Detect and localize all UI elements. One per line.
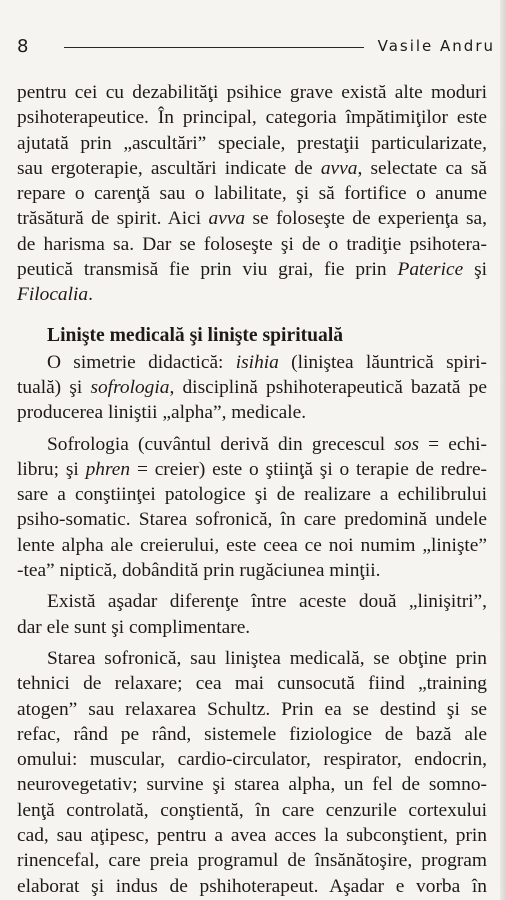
text-line: pentru cei cu dezabilităţi psihice grave există alte moduri (17, 82, 487, 103)
text-line: cad, sau aţipesc, pentru a avea acces la subconştient, prin (17, 825, 487, 847)
text-line (17, 156, 487, 181)
text-line (17, 432, 487, 457)
text-line: lenţă controlată, conştientă, în care cenzurile cortexului (17, 799, 487, 821)
text-line (17, 206, 487, 231)
italic-term: Filocalia (17, 284, 89, 306)
text-line: psihoterapeutice. În principal, categoria împătimiţilor este (17, 107, 487, 129)
text-segment: se foloseşte de experienţa sa, (245, 208, 487, 230)
text-segment: . (88, 284, 93, 306)
section-heading: Linişte medicală şi linişte spirituală (47, 324, 344, 346)
text-line: dar ele sunt şi complimentare. (17, 616, 251, 638)
text-segment: tuală) şi (17, 376, 91, 398)
text-line: sare a conştiinţei patologice şi de realizare a echilibrului (17, 484, 487, 506)
italic-term: sofrologia (90, 376, 170, 398)
text-segment: , selectate ca să (357, 157, 487, 179)
text-line (17, 375, 487, 400)
text-segment: = creier) este o ştiinţă şi o terapie de redre- (130, 458, 488, 480)
page-edge-shadow (500, 0, 506, 900)
body-text (17, 80, 487, 899)
text-line: elaborat şi indus de pshihoterapeut. Aşadar e vorba în (17, 875, 487, 897)
text-line: ajutată prin „ascultări” speciale, prestaţii particularizate, (17, 132, 487, 154)
text-segment: peutică transmisă fie prin viu grai, fie prin (17, 259, 398, 281)
text-line: Există aşadar diferenţe între aceste două „linişitri”, (47, 591, 487, 613)
text-line: refac, rând pe rând, sistemele fiziologice de bază ale (17, 723, 487, 745)
text-line: atogen” sau relaxarea Schultz. Prin ea se destind şi se (17, 698, 487, 720)
text-line: -tea” niptică, dobândită prin rugăciunea minţii. (17, 560, 381, 582)
text-line (17, 282, 487, 307)
text-segment: Sofrologia (cuvântul derivă din grecescul (47, 433, 395, 455)
text-line: rinencefal, care preia programul de însănătoşire, program (17, 850, 487, 872)
text-segment: , disciplină pshihoterapeutică bazată pe (169, 376, 487, 398)
text-segment: O simetrie didactică: (47, 351, 236, 373)
italic-term: Paterice (397, 259, 464, 281)
page-number: 8 (17, 36, 30, 57)
text-line: neurovegetativ; survine şi starea alpha, un fel de somno- (17, 774, 487, 796)
text-line: producerea liniştii „alpha”, medicale. (17, 402, 307, 424)
italic-term: phren (85, 458, 131, 480)
text-segment: şi (463, 259, 488, 281)
text-line (17, 350, 487, 375)
text-line: Starea sofronică, sau liniştea medicală, se obţine prin (47, 647, 487, 669)
text-segment: sau ergoterapie, ascultări indicate de (17, 157, 321, 179)
italic-term: avva (208, 208, 246, 230)
text-line: de harisma sa. Dar se foloseşte şi de o tradiţie psihotera- (17, 233, 487, 255)
text-line (17, 257, 487, 282)
italic-term: isihia (235, 351, 279, 373)
text-segment: (liniştea lăuntrică spiri- (278, 351, 487, 373)
text-line (17, 457, 487, 482)
text-line: tehnici de relaxare; cea mai cunsocută fiind „training (17, 673, 487, 695)
text-line: repare o carenţă sau o labilitate, şi să fortifice o anume (17, 183, 487, 205)
italic-term: sos (394, 433, 420, 455)
running-head-author: Vasile Andru (377, 37, 495, 55)
header-rule (64, 47, 364, 48)
text-segment: libru; şi (17, 458, 86, 480)
text-line: lente alpha ale creierului, este ceea ce noi numim „linişte” (17, 534, 487, 556)
text-segment: = echi- (419, 433, 487, 455)
text-line: psiho-somatic. Starea sofronică, în care predomină undele (17, 509, 487, 531)
text-segment: trăsătură de spirit. Aici (17, 208, 209, 230)
italic-term: avva (320, 157, 358, 179)
page-header (17, 30, 495, 60)
text-line: omului: muscular, cardio-circulator, respirator, endocrin, (17, 749, 487, 771)
